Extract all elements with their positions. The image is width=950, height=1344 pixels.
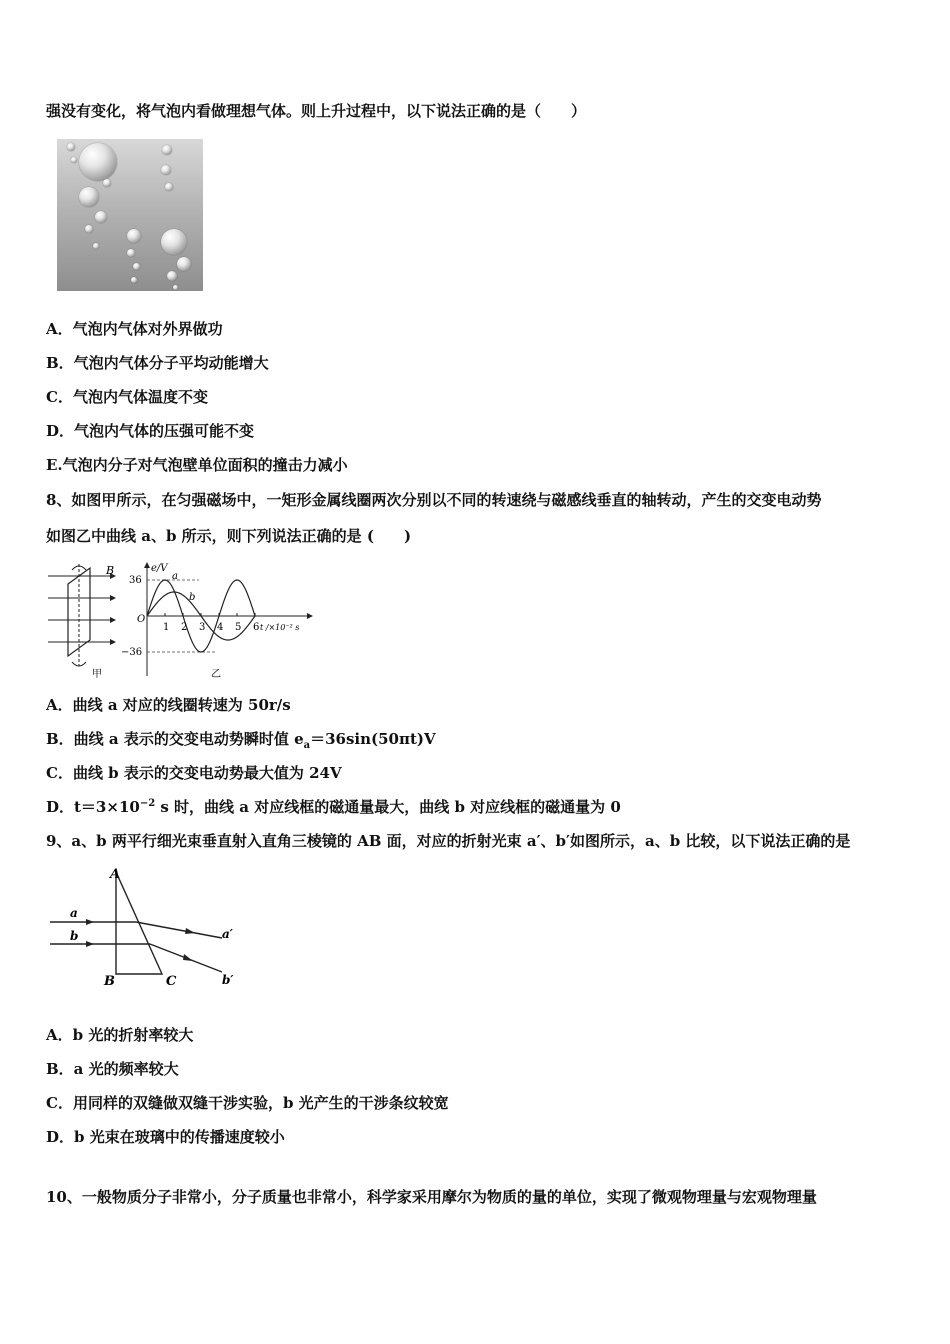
- q9-option-d: D．b 光束在玻璃中的传播速度较小: [46, 1128, 285, 1146]
- q7-option-e: E.气泡内分子对气泡壁单位面积的撞击力减小: [46, 456, 348, 474]
- q10-stem: 10、一般物质分子非常小，分子质量也非常小，科学家采用摩尔为物质的量的单位，实现了微观物理量与宏观物理量: [46, 1188, 817, 1206]
- y-min-label: −36: [121, 647, 143, 658]
- q7-option-a: A．气泡内气体对外界做功: [46, 320, 223, 338]
- q8-figure: [46, 562, 316, 680]
- vertex-a: A: [110, 867, 121, 882]
- label-yi: 乙: [211, 669, 221, 680]
- prism-figure: [46, 866, 242, 990]
- bubbles-photo: [57, 139, 203, 291]
- q8-option-c: C．曲线 b 表示的交变电动势最大值为 24V: [46, 764, 342, 782]
- x-tick-5: 5: [235, 622, 242, 633]
- q9-option-b: B．a 光的频率较大: [46, 1060, 179, 1078]
- ray-b-out-label: b′: [222, 973, 234, 987]
- coil-diagram: [48, 564, 110, 666]
- y-axis-label: e/V: [151, 563, 168, 574]
- x-tick-6: 6: [253, 622, 260, 633]
- q9-option-a: A．b 光的折射率较大: [46, 1026, 194, 1044]
- vertex-c: C: [166, 974, 177, 989]
- ray-b-label: b: [70, 929, 79, 943]
- q8-option-d: D．$t=3\times 10^{-2}$ s 时，曲线 a 对应线框的磁通量最大，曲线 b 对应线框的磁通量为 0: [46, 798, 621, 816]
- q8-stem-line2: 如图乙中曲线 a、b 所示，则下列说法正确的是 ( ): [46, 527, 412, 545]
- ray-a-label: a: [70, 906, 78, 920]
- ray-a-out-label: a′: [222, 927, 233, 941]
- q8-option-b: B．曲线 a 表示的交变电动势瞬时值 $e_a=36\sin(50\pi t)V$: [46, 730, 436, 751]
- q7-option-b: B．气泡内气体分子平均动能增大: [46, 354, 269, 372]
- curve-a-label: a: [172, 571, 178, 582]
- et-graph: [121, 562, 313, 680]
- q8-option-a: A．曲线 a 对应的线圈转速为 50r/s: [46, 696, 291, 714]
- q8-stem-line1: 8、如图甲所示，在匀强磁场中，一矩形金属线圈两次分别以不同的转速绕与磁感线垂直的轴转动，产生的交变电动势: [46, 491, 822, 509]
- origin-label: O: [137, 614, 146, 625]
- x-tick-1: 1: [163, 622, 170, 633]
- vertex-b: B: [104, 974, 115, 989]
- q7-stem: 强没有变化，将气泡内看做理想气体。则上升过程中，以下说法正确的是（ ）: [46, 102, 587, 120]
- x-axis-label: t /×10⁻² s: [260, 623, 300, 632]
- x-tick-2: 2: [181, 622, 188, 633]
- y-max-label: 36: [129, 575, 142, 586]
- q7-option-c: C．气泡内气体温度不变: [46, 388, 208, 406]
- field-label: B: [106, 564, 115, 577]
- q7-option-d: D．气泡内气体的压强可能不变: [46, 422, 255, 440]
- label-jia: 甲: [92, 669, 102, 680]
- x-tick-4: 4: [217, 622, 224, 633]
- q9-stem: 9、a、b 两平行细光束垂直射入直角三棱镜的 AB 面，对应的折射光束 a′、b′如图所示，a、b 比较，以下说法正确的是: [46, 832, 851, 850]
- curve-b-label: b: [189, 592, 196, 603]
- q9-option-c: C．用同样的双缝做双缝干涉实验，b 光产生的干涉条纹较宽: [46, 1094, 449, 1112]
- x-tick-3: 3: [199, 622, 206, 633]
